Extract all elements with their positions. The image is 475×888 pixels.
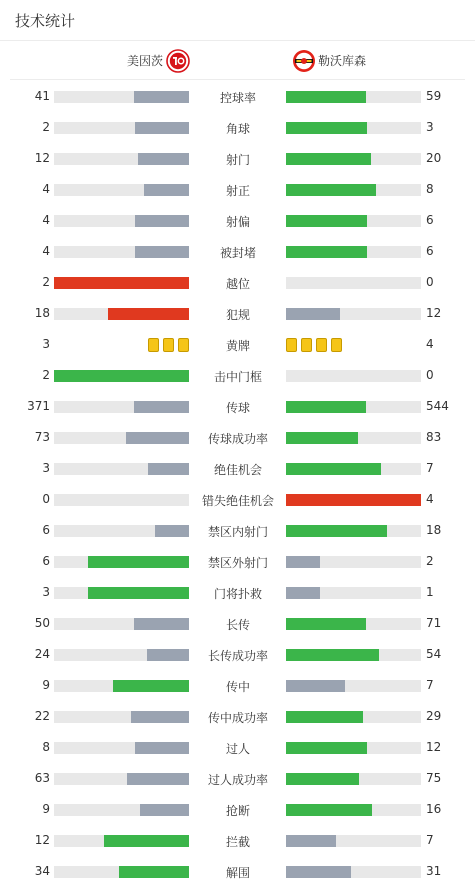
away-bar-track xyxy=(286,680,421,692)
home-bar-track xyxy=(54,680,189,692)
stat-row xyxy=(0,546,475,577)
home-value: 63 xyxy=(34,771,50,785)
home-value: 50 xyxy=(34,616,50,630)
away-bar-fill xyxy=(286,742,367,754)
home-bar-fill xyxy=(148,463,189,475)
away-bar-track xyxy=(286,122,421,134)
away-bar-fill xyxy=(286,773,359,785)
away-bar-track xyxy=(286,153,421,165)
stat-label: 角球 xyxy=(225,122,250,136)
home-bar-fill xyxy=(134,91,189,103)
home-bar-fill xyxy=(104,835,189,847)
home-bar-track xyxy=(54,308,189,320)
home-value: 41 xyxy=(34,89,50,103)
stat-row xyxy=(0,608,475,639)
stat-label: 过人 xyxy=(225,742,250,756)
stat-row xyxy=(0,577,475,608)
away-value: 18 xyxy=(426,523,442,537)
home-bar-fill xyxy=(134,401,189,413)
away-bar-fill xyxy=(286,246,367,258)
home-bar-track xyxy=(54,494,189,506)
away-team-logo-icon xyxy=(292,49,316,73)
away-value: 31 xyxy=(426,864,442,878)
away-bar-fill xyxy=(286,184,376,196)
away-value: 7 xyxy=(426,461,434,475)
home-bar-track xyxy=(54,711,189,723)
away-bar-track xyxy=(286,184,421,196)
away-value: 4 xyxy=(426,492,434,506)
away-bar-track xyxy=(286,587,421,599)
away-bar-fill xyxy=(286,91,366,103)
home-value: 371 xyxy=(27,399,50,413)
home-bar-track xyxy=(54,432,189,444)
away-bar-track xyxy=(286,277,421,289)
away-bar-fill xyxy=(286,649,379,661)
away-bar-fill xyxy=(286,308,340,320)
home-bar-track xyxy=(54,649,189,661)
home-value: 2 xyxy=(42,275,50,289)
home-bar-track xyxy=(54,463,189,475)
stat-label: 过人成功率 xyxy=(207,773,268,787)
away-bar-fill xyxy=(286,804,372,816)
home-value: 2 xyxy=(42,120,50,134)
stat-row xyxy=(0,329,475,360)
away-bar-track xyxy=(286,370,421,382)
home-bar-track xyxy=(54,866,189,878)
stat-label: 拦截 xyxy=(225,835,250,849)
stat-label: 击中门框 xyxy=(213,370,262,384)
yellow-card-icon xyxy=(148,338,159,352)
stat-label: 传中 xyxy=(225,680,250,694)
home-value: 4 xyxy=(42,182,50,196)
away-value: 3 xyxy=(426,120,434,134)
home-value: 12 xyxy=(34,833,50,847)
home-bar-fill xyxy=(140,804,189,816)
away-bar-fill xyxy=(286,618,366,630)
away-value: 7 xyxy=(426,678,434,692)
away-bar-fill xyxy=(286,680,345,692)
home-value: 24 xyxy=(34,647,50,661)
away-bar-fill xyxy=(286,463,381,475)
away-bar-track xyxy=(286,401,421,413)
stat-row xyxy=(0,701,475,732)
away-bar-fill xyxy=(286,711,363,723)
stat-label: 被封堵 xyxy=(219,246,256,260)
away-value: 8 xyxy=(426,182,434,196)
away-bar-fill xyxy=(286,215,367,227)
away-bar-fill xyxy=(286,153,371,165)
stat-row xyxy=(0,422,475,453)
home-bar-fill xyxy=(88,556,189,568)
away-bar-track xyxy=(286,432,421,444)
home-value: 18 xyxy=(34,306,50,320)
home-bar-track xyxy=(54,835,189,847)
away-bar-track xyxy=(286,866,421,878)
home-bar-fill xyxy=(131,711,189,723)
stat-label: 控球率 xyxy=(219,91,256,105)
away-bar-track xyxy=(286,649,421,661)
away-bar-fill xyxy=(286,587,320,599)
home-value: 9 xyxy=(42,678,50,692)
away-value: 0 xyxy=(426,275,434,289)
home-bar-fill xyxy=(113,680,189,692)
yellow-card-icon xyxy=(178,338,189,352)
title-bar xyxy=(0,0,475,41)
home-value: 4 xyxy=(42,213,50,227)
stat-label: 传球成功率 xyxy=(207,432,268,446)
home-bar-track xyxy=(54,246,189,258)
stat-row xyxy=(0,236,475,267)
stat-label: 禁区外射门 xyxy=(207,556,268,570)
yellow-card-icon xyxy=(286,338,297,352)
home-bar-track xyxy=(54,742,189,754)
home-value: 12 xyxy=(34,151,50,165)
away-bar-fill xyxy=(286,525,387,537)
team-header xyxy=(10,41,465,80)
home-bar-track xyxy=(54,525,189,537)
away-yellow-cards xyxy=(286,338,346,352)
away-bar-track xyxy=(286,215,421,227)
yellow-card-icon xyxy=(163,338,174,352)
stat-row xyxy=(0,174,475,205)
away-bar-fill xyxy=(286,401,366,413)
home-bar-fill xyxy=(88,587,189,599)
away-value: 1 xyxy=(426,585,434,599)
away-bar-track xyxy=(286,804,421,816)
yellow-card-icon xyxy=(316,338,327,352)
home-value: 0 xyxy=(42,492,50,506)
home-bar-track xyxy=(54,153,189,165)
away-value: 0 xyxy=(426,368,434,382)
home-value: 3 xyxy=(42,337,50,351)
home-value: 3 xyxy=(42,461,50,475)
stat-label: 绝佳机会 xyxy=(213,463,262,477)
away-value: 54 xyxy=(426,647,442,661)
stat-row xyxy=(0,267,475,298)
stat-label: 越位 xyxy=(225,277,250,291)
away-bar-track xyxy=(286,494,421,506)
away-bar-track xyxy=(286,525,421,537)
home-bar-fill xyxy=(135,122,189,134)
stat-label: 抢断 xyxy=(225,804,250,818)
stat-row xyxy=(0,515,475,546)
stat-row xyxy=(0,825,475,856)
stat-label: 解围 xyxy=(225,866,250,880)
away-value: 83 xyxy=(426,430,442,444)
home-value: 6 xyxy=(42,523,50,537)
away-value: 6 xyxy=(426,213,434,227)
stat-label: 门将扑救 xyxy=(213,587,262,601)
home-bar-fill xyxy=(147,649,189,661)
home-value: 2 xyxy=(42,368,50,382)
home-team-name: 美因茨 xyxy=(126,54,163,68)
stat-row xyxy=(0,391,475,422)
stat-row xyxy=(0,670,475,701)
home-bar-fill xyxy=(54,277,189,289)
home-bar-track xyxy=(54,215,189,227)
away-bar-track xyxy=(286,463,421,475)
stat-row xyxy=(0,856,475,887)
home-team-logo-icon xyxy=(166,49,190,73)
home-bar-fill xyxy=(135,742,189,754)
away-bar-track xyxy=(286,91,421,103)
stat-row xyxy=(0,205,475,236)
stat-label: 传球 xyxy=(225,401,250,415)
away-bar-track xyxy=(286,246,421,258)
home-bar-fill xyxy=(134,618,189,630)
away-value: 20 xyxy=(426,151,442,165)
away-value: 6 xyxy=(426,244,434,258)
stat-label: 禁区内射门 xyxy=(207,525,268,539)
stat-label: 犯规 xyxy=(225,308,250,322)
away-bar-fill xyxy=(286,866,351,878)
home-bar-fill xyxy=(135,215,189,227)
away-bar-track xyxy=(286,773,421,785)
away-value: 12 xyxy=(426,740,442,754)
away-value: 544 xyxy=(426,399,449,413)
away-value: 59 xyxy=(426,89,442,103)
stat-label: 传中成功率 xyxy=(207,711,268,725)
home-value: 4 xyxy=(42,244,50,258)
away-value: 16 xyxy=(426,802,442,816)
away-value: 4 xyxy=(426,337,434,351)
home-bar-track xyxy=(54,122,189,134)
home-bar-fill xyxy=(126,432,189,444)
home-bar-fill xyxy=(119,866,189,878)
away-bar-fill xyxy=(286,835,336,847)
stat-row xyxy=(0,484,475,515)
home-value: 8 xyxy=(42,740,50,754)
home-bar-fill xyxy=(138,153,189,165)
home-bar-fill xyxy=(108,308,189,320)
away-bar-track xyxy=(286,556,421,568)
page-title: 技术统计 xyxy=(15,12,76,30)
home-bar-track xyxy=(54,804,189,816)
home-bar-track xyxy=(54,773,189,785)
away-value: 75 xyxy=(426,771,442,785)
stat-label: 错失绝佳机会 xyxy=(201,494,274,508)
away-value: 2 xyxy=(426,554,434,568)
away-bar-fill xyxy=(286,494,421,506)
away-bar-fill xyxy=(286,432,358,444)
home-value: 22 xyxy=(34,709,50,723)
home-value: 34 xyxy=(34,864,50,878)
stats-list xyxy=(0,81,475,887)
away-bar-track xyxy=(286,711,421,723)
home-value: 3 xyxy=(42,585,50,599)
stat-row xyxy=(0,763,475,794)
stat-row xyxy=(0,732,475,763)
home-bar-track xyxy=(54,184,189,196)
away-value: 71 xyxy=(426,616,442,630)
home-bar-fill xyxy=(135,246,189,258)
home-value: 9 xyxy=(42,802,50,816)
home-value: 73 xyxy=(34,430,50,444)
away-bar-track xyxy=(286,835,421,847)
home-bar-track xyxy=(54,618,189,630)
away-bar-fill xyxy=(286,556,320,568)
home-yellow-cards xyxy=(144,338,189,352)
stat-row xyxy=(0,794,475,825)
home-bar-track xyxy=(54,401,189,413)
home-bar-fill xyxy=(144,184,189,196)
stat-row xyxy=(0,81,475,112)
home-bar-track xyxy=(54,587,189,599)
home-bar-track xyxy=(54,370,189,382)
yellow-card-icon xyxy=(301,338,312,352)
away-value: 12 xyxy=(426,306,442,320)
away-team-name: 勒沃库森 xyxy=(318,54,367,68)
stat-row xyxy=(0,298,475,329)
stat-label: 长传 xyxy=(225,618,250,632)
stat-label: 射偏 xyxy=(225,215,250,229)
home-bar-fill xyxy=(155,525,189,537)
away-bar-track xyxy=(286,308,421,320)
away-value: 29 xyxy=(426,709,442,723)
away-bar-track xyxy=(286,618,421,630)
stat-row xyxy=(0,360,475,391)
home-bar-track xyxy=(54,556,189,568)
stat-label: 黄牌 xyxy=(225,339,250,353)
stat-label: 射正 xyxy=(225,184,250,198)
home-value: 6 xyxy=(42,554,50,568)
stat-row xyxy=(0,112,475,143)
home-bar-fill xyxy=(127,773,189,785)
home-bar-track xyxy=(54,91,189,103)
away-bar-track xyxy=(286,742,421,754)
home-bar-track xyxy=(54,277,189,289)
away-value: 7 xyxy=(426,833,434,847)
home-bar-fill xyxy=(54,370,189,382)
stat-row xyxy=(0,143,475,174)
yellow-card-icon xyxy=(331,338,342,352)
stat-label: 长传成功率 xyxy=(207,649,268,663)
away-bar-fill xyxy=(286,122,367,134)
stat-label: 射门 xyxy=(225,153,250,167)
stat-row xyxy=(0,639,475,670)
stat-row xyxy=(0,453,475,484)
